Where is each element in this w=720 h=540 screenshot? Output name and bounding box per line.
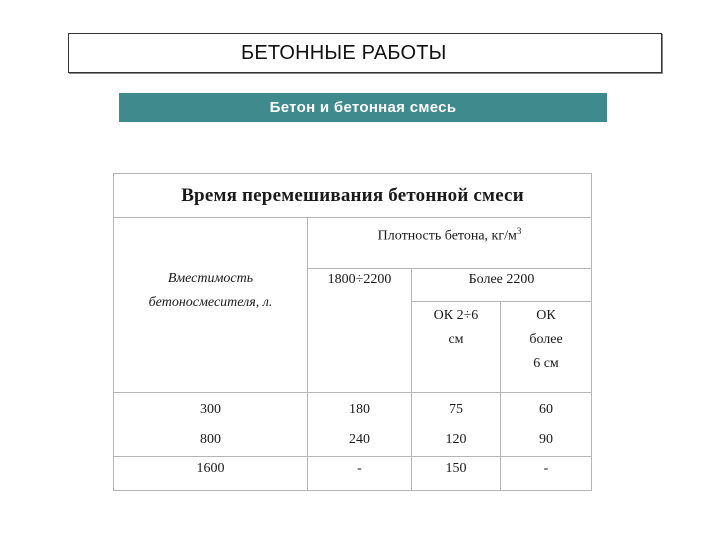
table-cell bbox=[501, 393, 592, 457]
cell-1600-ok26: 150 bbox=[412, 457, 501, 491]
density-unit-superscript: 3 bbox=[516, 226, 522, 236]
cell-1600-ok6: - bbox=[501, 457, 592, 491]
cell-300-ok26: 75 bbox=[449, 402, 463, 417]
cell-800-ok6: 90 bbox=[539, 432, 554, 447]
cell-800-1800: 240 bbox=[349, 432, 370, 447]
density-over-2200-header: Более 2200 bbox=[412, 269, 592, 302]
ok-over-6-line1: ОК bbox=[536, 308, 556, 323]
cell-capacity-300: 300 bbox=[200, 402, 221, 417]
cell-300-1800: 180 bbox=[349, 402, 370, 417]
ok-over-6-line3: 6 см bbox=[533, 356, 559, 371]
table-row bbox=[114, 457, 592, 491]
capacity-header-line1: Вместимость bbox=[167, 271, 254, 286]
cell-300-ok6: 60 bbox=[539, 402, 554, 417]
table-title: Время перемешивания бетонной смеси bbox=[114, 174, 592, 218]
page-title: БЕТОННЫЕ РАБОТЫ bbox=[241, 42, 447, 64]
ok-over-6-header bbox=[501, 302, 592, 393]
section-banner: Бетон и бетонная смесь bbox=[119, 93, 607, 122]
table-cell bbox=[114, 393, 308, 457]
table-cell bbox=[412, 393, 501, 457]
ok-2-6-line1: ОК 2÷6 bbox=[433, 308, 479, 323]
ok-2-6-line2: см bbox=[448, 332, 464, 347]
capacity-header-line2: бетоносмесителя, л. bbox=[148, 295, 273, 310]
density-header bbox=[308, 218, 592, 269]
cell-capacity-1600: 1600 bbox=[114, 457, 308, 491]
table-cell bbox=[308, 393, 412, 457]
capacity-header bbox=[114, 218, 308, 393]
cell-800-ok26: 120 bbox=[445, 432, 467, 447]
title-box bbox=[68, 33, 662, 73]
cell-1600-1800: - bbox=[308, 457, 412, 491]
density-header-label: Плотность бетона, кг/м bbox=[377, 228, 517, 244]
ok-over-6-line2: более bbox=[529, 332, 563, 347]
ok-2-6-header bbox=[412, 302, 501, 393]
cell-capacity-800: 800 bbox=[200, 432, 221, 447]
density-1800-2200-header: 1800÷2200 bbox=[308, 269, 412, 393]
mixing-time-table bbox=[113, 173, 592, 491]
